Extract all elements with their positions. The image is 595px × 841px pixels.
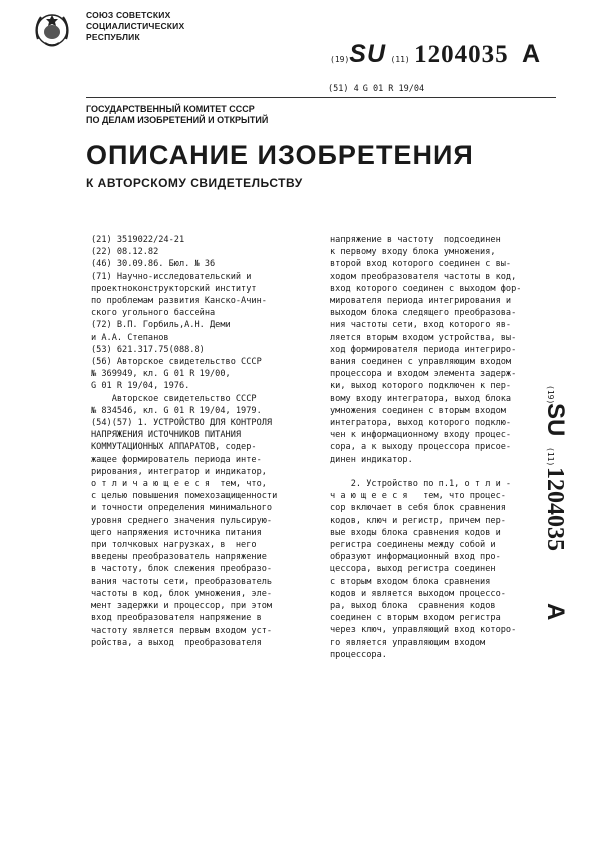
text-line: интегратора, выход которого подклю- [330, 418, 512, 429]
text-line: образуют информационный вход про- [330, 552, 501, 563]
text-line: о т л и ч а ю щ е е с я тем, что, [91, 479, 267, 490]
text-line: при толчковых нагрузках, в него [91, 540, 257, 551]
side-document-number-text: 1204035 [542, 467, 568, 551]
page-subtitle: К АВТОРСКОМУ СВИДЕТЕЛЬСТВУ [86, 176, 303, 190]
text-line: мирователя периода интегрирования и [330, 296, 512, 307]
ipc-classification [328, 84, 428, 94]
bibliographic-column [91, 234, 277, 649]
committee-line: ПО ДЕЛАМ ИЗОБРЕТЕНИЙ И ОТКРЫТИЙ [86, 115, 269, 125]
text-line: процессора и входом элемента задерж- [330, 369, 517, 380]
text-line: по проблемам развития Канско-Ачин- [91, 296, 267, 307]
text-line: № 369949, кл. G 01 R 19/00, [91, 369, 231, 380]
text-line: G 01 R 19/04, 1976. [91, 381, 190, 392]
text-line: соединен с вторым входом регистра [330, 613, 501, 624]
text-line: регистра соединены между собой и [330, 540, 496, 551]
text-line: через ключ, управляющий вход которо- [330, 625, 517, 636]
text-line: (72) В.П. Горбиль,А.Н. Деми [91, 320, 231, 331]
side-document-number [530, 385, 590, 645]
text-line: к первому входу блока умножения, [330, 247, 496, 258]
text-line: проектноконструкторский институт [91, 283, 257, 294]
text-line: ния частоты сети, вход которого яв- [330, 320, 512, 331]
side-country-code: SU [542, 403, 569, 437]
text-line: выходом блока следящего преобразова- [330, 308, 517, 319]
country-code: SU [349, 40, 386, 68]
text-line: цессора, выход регистра соединен [330, 564, 496, 575]
text-line: сор включает в себя блок сравнения [330, 503, 506, 514]
text-line: КОММУТАЦИОННЫХ АППАРАТОВ, содер- [91, 442, 257, 453]
text-line: (46) 30.09.86. Бюл. № 36 [91, 259, 216, 270]
text-line: и А.А. Степанов [91, 332, 169, 343]
text-line: кодов, ключ и регистр, причем пер- [330, 515, 506, 526]
text-line: 2. Устройство по п.1, о т л и - [330, 479, 512, 490]
text-line: вые входы блока сравнения кодов и [330, 527, 501, 538]
text-line: вход преобразователя напряжение в [91, 613, 262, 624]
text-line: вому входу интегратора, выход блока [330, 393, 512, 404]
inid-code-11: (11) [390, 55, 410, 64]
text-line: НАПРЯЖЕНИЯ ИСТОЧНИКОВ ПИТАНИЯ [91, 430, 242, 441]
text-line: уровня среднего значения пульсирую- [91, 515, 273, 526]
text-line: рирования, интегратор и индикатор, [91, 466, 267, 477]
text-line: напряжение в частоту подсоединен [330, 235, 501, 245]
text-line: и точности определения минимального [91, 503, 273, 514]
committee [86, 104, 268, 126]
kind-code: A [522, 40, 541, 68]
union-line: СОЦИАЛИСТИЧЕСКИХ [86, 21, 185, 31]
text-line: жащее формирователь периода инте- [91, 454, 262, 465]
text-line [330, 466, 521, 478]
text-line: частоты в код, блок умножения, эле- [91, 588, 273, 599]
text-line: го является управляющим входом [330, 637, 486, 648]
union-line: СОЮЗ СОВЕТСКИХ [86, 10, 171, 20]
side-kind-code: A [542, 603, 569, 621]
text-line: мент задержки и процессор, при этом [91, 601, 273, 612]
inid-code-19: (19) [330, 55, 350, 64]
text-line: введены преобразователь напряжение [91, 552, 267, 563]
text-line: (21) 3519022/24-21 [91, 235, 185, 245]
text-line: ра, выход блока сравнения кодов [330, 601, 496, 612]
text-line: процессора. [330, 649, 387, 660]
inid-code-51: (51) 4 [328, 84, 359, 94]
text-line: вания соединен с управляющим входом [330, 357, 512, 368]
ussr-emblem-icon [32, 9, 72, 51]
text-line: ки, выход которого подключен к пер- [330, 381, 512, 392]
ipc-code: G 01 R 19/04 [362, 84, 425, 94]
text-line: ходом преобразователя частоты в код, [330, 271, 517, 282]
text-line: (71) Научно-исследовательский и [91, 271, 252, 282]
text-line: (22) 08.12.82 [91, 247, 159, 258]
text-line: в частоту, блок слежения преобразо- [91, 564, 273, 575]
text-line: вход которого соединен с выходом фор- [330, 283, 522, 294]
text-line: ч а ю щ е е с я тем, что процес- [330, 491, 506, 502]
text-line: ход формирователя периода интегриро- [330, 344, 517, 355]
text-line: вания частоты сети, преобразователь [91, 576, 273, 587]
text-line: кодов и является выходом процессо- [330, 588, 506, 599]
text-line: ройства, а выход преобразователя [91, 637, 262, 648]
text-line: щего напряжения источника питания [91, 527, 262, 538]
text-line: второй вход которого соединен с вы- [330, 259, 512, 270]
claims-column [330, 234, 521, 661]
committee-line: ГОСУДАРСТВЕННЫЙ КОМИТЕТ СССР [86, 104, 255, 114]
text-line: (53) 621.317.75(088.8) [91, 344, 205, 355]
header-divider [86, 97, 556, 98]
text-line: умножения соединен с вторым входом [330, 405, 506, 416]
text-line: частоту является первым входом уст- [91, 625, 273, 636]
side-inid-11: (11) [546, 447, 555, 467]
document-number-header [330, 40, 540, 69]
text-line: сора, а к выходу процессора присое- [330, 442, 512, 453]
document-number: 1204035 [414, 41, 509, 68]
text-line: (56) Авторское свидетельство СССР [91, 357, 262, 368]
text-line: чен к информационному входу процес- [330, 430, 512, 441]
text-line: № 834546, кл. G 01 R 19/04, 1979. [91, 405, 262, 416]
text-line: (54)(57) 1. УСТРОЙСТВО ДЛЯ КОНТРОЛЯ [91, 418, 273, 429]
page-title: ОПИСАНИЕ ИЗОБРЕТЕНИЯ [86, 140, 474, 170]
text-line: ляется вторым входом устройства, вы- [330, 332, 517, 343]
text-line: динен индикатор. [330, 454, 413, 465]
text-line: с целью повышения помехозащищенности [91, 491, 278, 502]
text-line: ского угольного бассейна [91, 308, 216, 319]
issuing-country [86, 10, 184, 43]
text-line: Авторское свидетельство СССР [91, 393, 257, 404]
side-inid-19: (19) [546, 385, 555, 405]
text-line: с вторым входом блока сравнения [330, 576, 491, 587]
union-line: РЕСПУБЛИК [86, 32, 140, 42]
